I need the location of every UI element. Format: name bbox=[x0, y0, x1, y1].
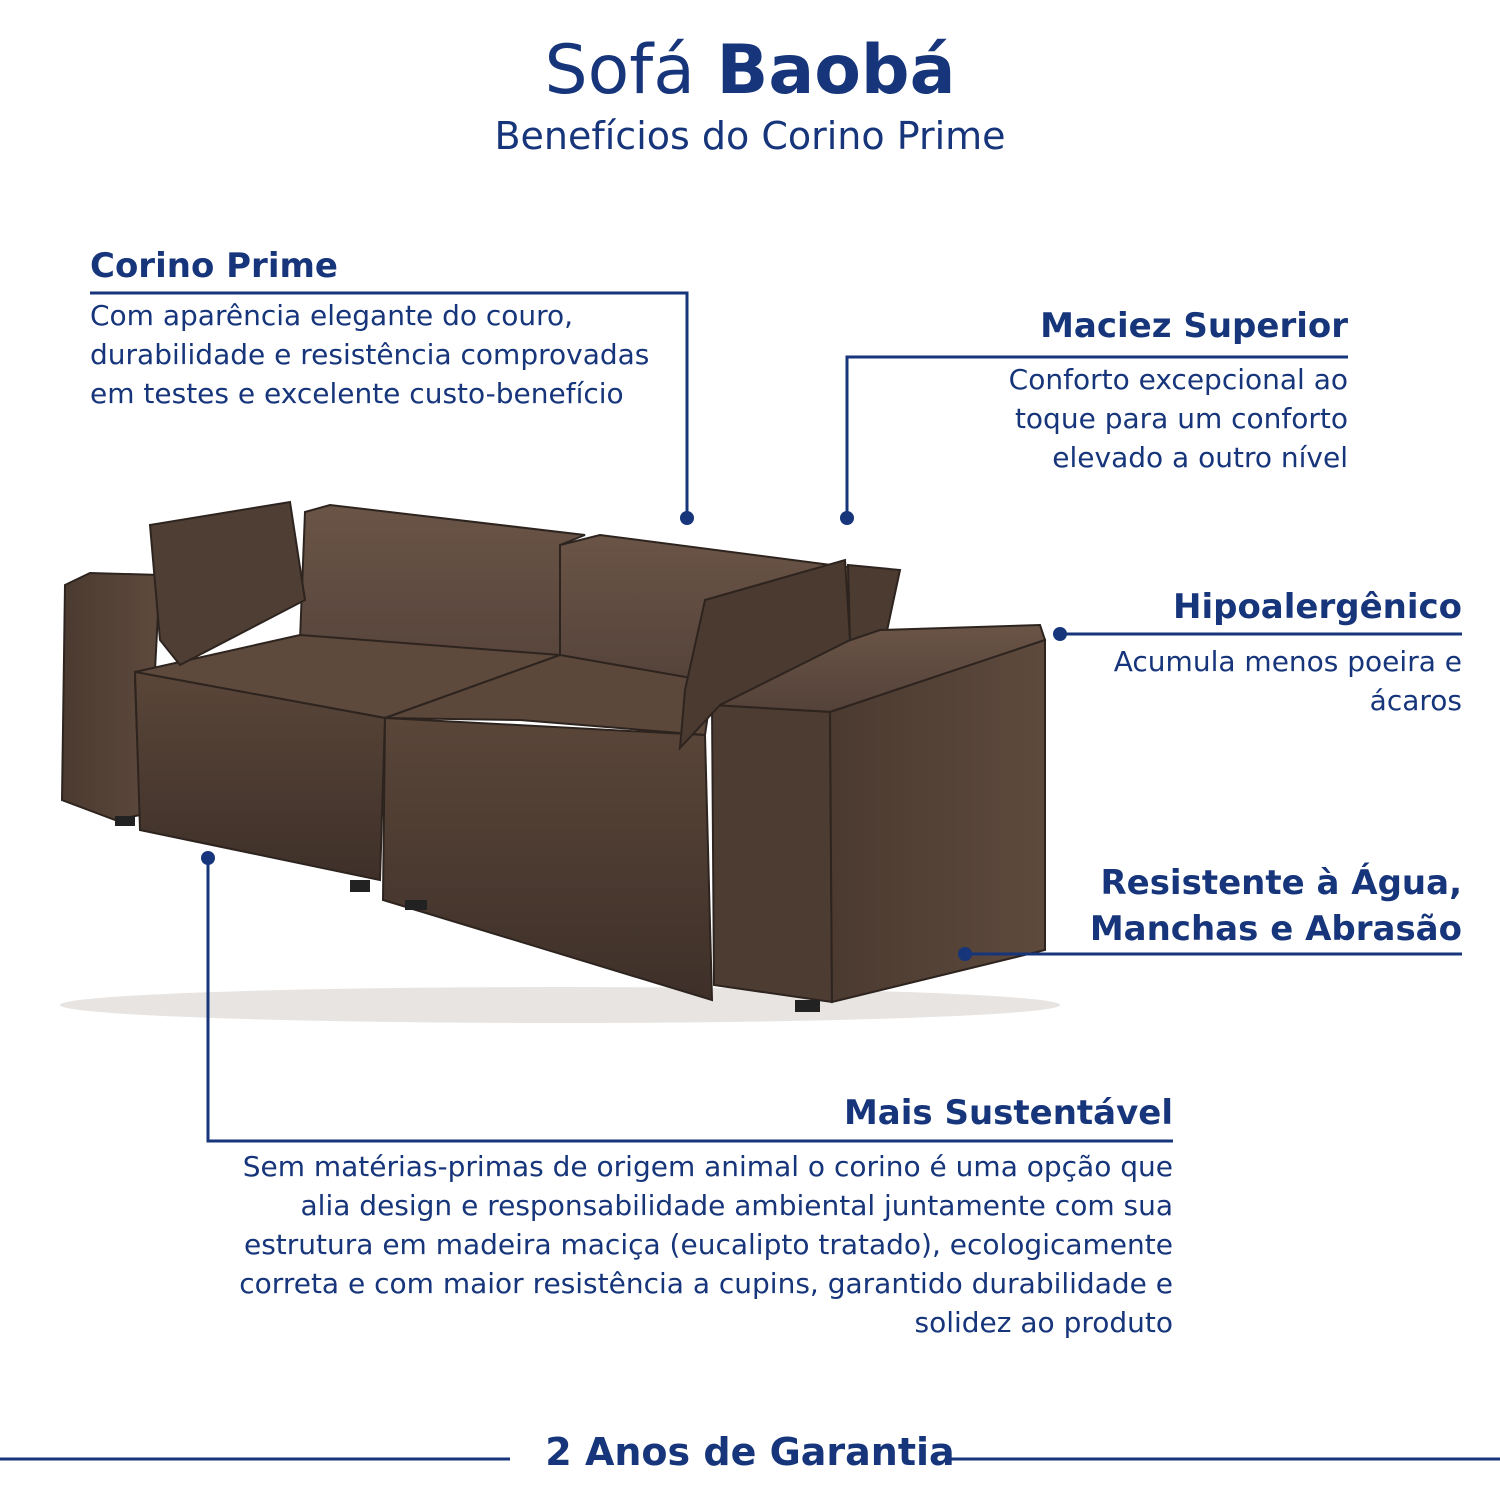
feature-desc-hipo: Acumula menos poeira e ácaros bbox=[1113, 645, 1462, 717]
marker-dot bbox=[201, 851, 215, 865]
marker-dot bbox=[958, 947, 972, 961]
feature-desc-maciez: Conforto excepcional ao toque para um conforto elevado a outro nível bbox=[1008, 363, 1348, 474]
page-subtitle: Benefícios do Corino Prime bbox=[494, 114, 1006, 158]
feature-desc-sustentavel: Sem matérias-primas de origem animal o corino é uma opção que alia design e responsabilidade ambiental juntamente com sua estrutura em madeira maciça (eucalipto tratado), ecologicamente correta e com maior resistência a cupins, garantido durabilidade e solidez ao produto bbox=[239, 1150, 1173, 1339]
feature-title-corino: Corino Prime bbox=[90, 246, 338, 286]
title-bold: Baobá bbox=[716, 31, 956, 110]
sofa-foot bbox=[350, 880, 370, 892]
marker-dot bbox=[680, 511, 694, 525]
warranty-label: 2 Anos de Garantia bbox=[545, 1430, 955, 1474]
right-arm-front bbox=[712, 705, 832, 1002]
feature-title-hipo: Hipoalergênico bbox=[1173, 587, 1462, 627]
marker-dot bbox=[840, 511, 854, 525]
right-seat-front bbox=[383, 718, 712, 1000]
feature-title-maciez: Maciez Superior bbox=[1040, 306, 1348, 346]
feature-title-resistente-1: Resistente à Água, bbox=[1100, 863, 1462, 903]
sofa-foot bbox=[795, 1000, 820, 1012]
floor-shadow bbox=[60, 987, 1060, 1023]
feature-title-resistente-2: Manchas e Abrasão bbox=[1089, 909, 1462, 949]
sofa-foot bbox=[405, 900, 427, 910]
title-light: Sofá bbox=[544, 31, 695, 110]
marker-dot bbox=[1053, 627, 1067, 641]
sofa-foot bbox=[115, 816, 135, 826]
feature-desc-corino: Com aparência elegante do couro, durabilidade e resistência comprovadas em testes e excelente custo-benefício bbox=[90, 299, 650, 410]
feature-title-sustentavel: Mais Sustentável bbox=[843, 1093, 1173, 1133]
